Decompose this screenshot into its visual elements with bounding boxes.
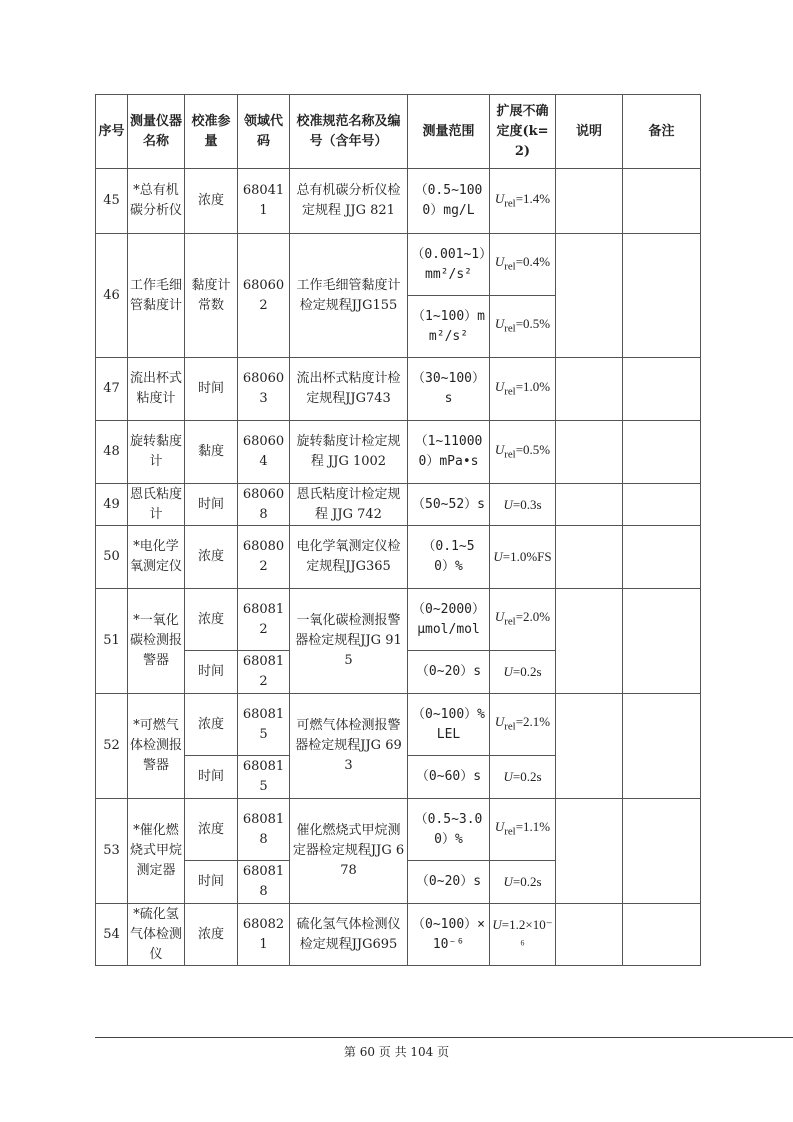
remark-cell xyxy=(623,358,701,421)
range-cell: （0.001~1）mm²/s² xyxy=(408,234,490,296)
range-cell: （0~20）s xyxy=(408,861,490,904)
row-seq: 49 xyxy=(96,484,128,526)
range-cell: （30~100）s xyxy=(408,358,490,421)
header-uncertainty: 扩展不确定度(k=2) xyxy=(490,95,556,169)
row-seq: 45 xyxy=(96,169,128,234)
uncertainty-cell: $U_{rel}=1.1\%$ xyxy=(490,799,556,861)
row-seq: 48 xyxy=(96,421,128,484)
code-cell: 680603 xyxy=(238,358,290,421)
remark-cell xyxy=(623,484,701,526)
spec-cell: 旋转黏度计检定规程 JJG 1002 xyxy=(290,421,408,484)
uncertainty-cell: U=0.2s xyxy=(490,861,556,904)
range-cell: （1~110000）mPa•s xyxy=(408,421,490,484)
footer-divider xyxy=(95,1037,793,1038)
explain-cell xyxy=(556,358,623,421)
param-cell: 时间 xyxy=(185,358,238,421)
remark-cell xyxy=(623,799,701,904)
uncertainty-cell: $U_{rel}=2.1\%$ xyxy=(490,694,556,756)
code-cell: 680812 xyxy=(238,589,290,651)
uncertainty-cell: $U_{rel}=1.0\%$ xyxy=(490,358,556,421)
remark-cell xyxy=(623,169,701,234)
param-cell: 时间 xyxy=(185,861,238,904)
header-spec: 校准规范名称及编号（含年号） xyxy=(290,95,408,169)
param-cell: 浓度 xyxy=(185,799,238,861)
code-cell: 680602 xyxy=(238,234,290,358)
explain-cell xyxy=(556,904,623,966)
table-row xyxy=(96,589,701,651)
code-cell: 680821 xyxy=(238,904,290,966)
table-row xyxy=(96,421,701,484)
row-seq: 46 xyxy=(96,234,128,358)
table-row xyxy=(96,526,701,589)
range-cell: （0.5~3.00）% xyxy=(408,799,490,861)
row-seq: 50 xyxy=(96,526,128,589)
code-cell: 680815 xyxy=(238,756,290,799)
header-code: 领域代码 xyxy=(238,95,290,169)
explain-cell xyxy=(556,526,623,589)
instrument-name: *催化燃烧式甲烷测定器 xyxy=(128,799,185,904)
code-cell: 680604 xyxy=(238,421,290,484)
uncertainty-cell: U=1.2×10⁻⁶ xyxy=(490,904,556,966)
uncertainty-cell: $U_{rel}=0.5\%$ xyxy=(490,296,556,358)
page-number: 第 60 页 共 104 页 xyxy=(343,1045,450,1059)
instrument-name: 旋转黏度计 xyxy=(128,421,185,484)
instrument-name: *电化学氧测定仪 xyxy=(128,526,185,589)
row-seq: 52 xyxy=(96,694,128,799)
instrument-name: *硫化氢气体检测仪 xyxy=(128,904,185,966)
uncertainty-cell: $U_{rel}=2.0\%$ xyxy=(490,589,556,651)
param-cell: 浓度 xyxy=(185,904,238,966)
row-seq: 47 xyxy=(96,358,128,421)
instrument-name: *一氧化碳检测报警器 xyxy=(128,589,185,694)
explain-cell xyxy=(556,234,623,358)
range-cell: （0~100）×10⁻⁶ xyxy=(408,904,490,966)
spec-cell: 工作毛细管黏度计检定规程JJG155 xyxy=(290,234,408,358)
range-cell: （0~60）s xyxy=(408,756,490,799)
uncertainty-cell: U=0.3s xyxy=(490,484,556,526)
range-cell: （0.5~1000）mg/L xyxy=(408,169,490,234)
param-cell: 黏度计常数 xyxy=(185,234,238,358)
param-cell: 时间 xyxy=(185,651,238,694)
remark-cell xyxy=(623,421,701,484)
spec-cell: 流出杯式粘度计检定规程JJG743 xyxy=(290,358,408,421)
header-param: 校准参量 xyxy=(185,95,238,169)
explain-cell xyxy=(556,799,623,904)
param-cell: 浓度 xyxy=(185,589,238,651)
code-cell: 680818 xyxy=(238,799,290,861)
table-row xyxy=(96,799,701,861)
param-cell: 浓度 xyxy=(185,526,238,589)
row-seq: 53 xyxy=(96,799,128,904)
range-cell: （50~52）s xyxy=(408,484,490,526)
param-cell: 黏度 xyxy=(185,421,238,484)
explain-cell xyxy=(556,694,623,799)
table-row xyxy=(96,169,701,234)
instrument-name: 恩氏粘度计 xyxy=(128,484,185,526)
uncertainty-cell: U=0.2s xyxy=(490,756,556,799)
header-row xyxy=(96,95,701,169)
param-cell: 浓度 xyxy=(185,694,238,756)
range-cell: （0~100）%LEL xyxy=(408,694,490,756)
code-cell: 680818 xyxy=(238,861,290,904)
table-row xyxy=(96,904,701,966)
uncertainty-cell: U=0.2s xyxy=(490,651,556,694)
uncertainty-cell: $U_{rel}=0.4\%$ xyxy=(490,234,556,296)
range-cell: （0~20）s xyxy=(408,651,490,694)
remark-cell xyxy=(623,694,701,799)
range-cell: （1~100）mm²/s² xyxy=(408,296,490,358)
code-cell: 680815 xyxy=(238,694,290,756)
spec-cell: 一氧化碳检测报警器检定规程JJG 915 xyxy=(290,589,408,694)
code-cell: 680812 xyxy=(238,651,290,694)
uncertainty-cell: $U_{rel}=0.5\%$ xyxy=(490,421,556,484)
table-row xyxy=(96,358,701,421)
range-cell: （0.1~50）% xyxy=(408,526,490,589)
header-instrument: 测量仪器名称 xyxy=(128,95,185,169)
row-seq: 54 xyxy=(96,904,128,966)
table-row xyxy=(96,234,701,296)
explain-cell xyxy=(556,421,623,484)
remark-cell xyxy=(623,904,701,966)
header-explain: 说明 xyxy=(556,95,623,169)
param-cell: 时间 xyxy=(185,756,238,799)
instrument-name: *可燃气体检测报警器 xyxy=(128,694,185,799)
explain-cell xyxy=(556,589,623,694)
header-range: 测量范围 xyxy=(408,95,490,169)
code-cell: 680608 xyxy=(238,484,290,526)
code-cell: 680802 xyxy=(238,526,290,589)
instrument-name: 流出杯式粘度计 xyxy=(128,358,185,421)
explain-cell xyxy=(556,484,623,526)
spec-cell: 恩氏粘度计检定规程 JJG 742 xyxy=(290,484,408,526)
table-row xyxy=(96,694,701,756)
instrument-name: 工作毛细管黏度计 xyxy=(128,234,185,358)
remark-cell xyxy=(623,526,701,589)
header-remark: 备注 xyxy=(623,95,701,169)
remark-cell xyxy=(623,234,701,358)
spec-cell: 可燃气体检测报警器检定规程JJG 693 xyxy=(290,694,408,799)
param-cell: 时间 xyxy=(185,484,238,526)
calibration-table xyxy=(95,94,701,966)
explain-cell xyxy=(556,169,623,234)
uncertainty-cell: U=1.0%FS xyxy=(490,526,556,589)
instrument-name: *总有机碳分析仪 xyxy=(128,169,185,234)
row-seq: 51 xyxy=(96,589,128,694)
spec-cell: 总有机碳分析仪检定规程 JJG 821 xyxy=(290,169,408,234)
header-seq: 序号 xyxy=(96,95,128,169)
remark-cell xyxy=(623,589,701,694)
param-cell: 浓度 xyxy=(185,169,238,234)
spec-cell: 催化燃烧式甲烷测定器检定规程JJG 678 xyxy=(290,799,408,904)
code-cell: 680411 xyxy=(238,169,290,234)
range-cell: （0~2000）μmol/mol xyxy=(408,589,490,651)
spec-cell: 硫化氢气体检测仪检定规程JJG695 xyxy=(290,904,408,966)
table-row xyxy=(96,484,701,526)
uncertainty-cell: $U_{rel}=1.4\%$ xyxy=(490,169,556,234)
spec-cell: 电化学氧测定仪检定规程JJG365 xyxy=(290,526,408,589)
